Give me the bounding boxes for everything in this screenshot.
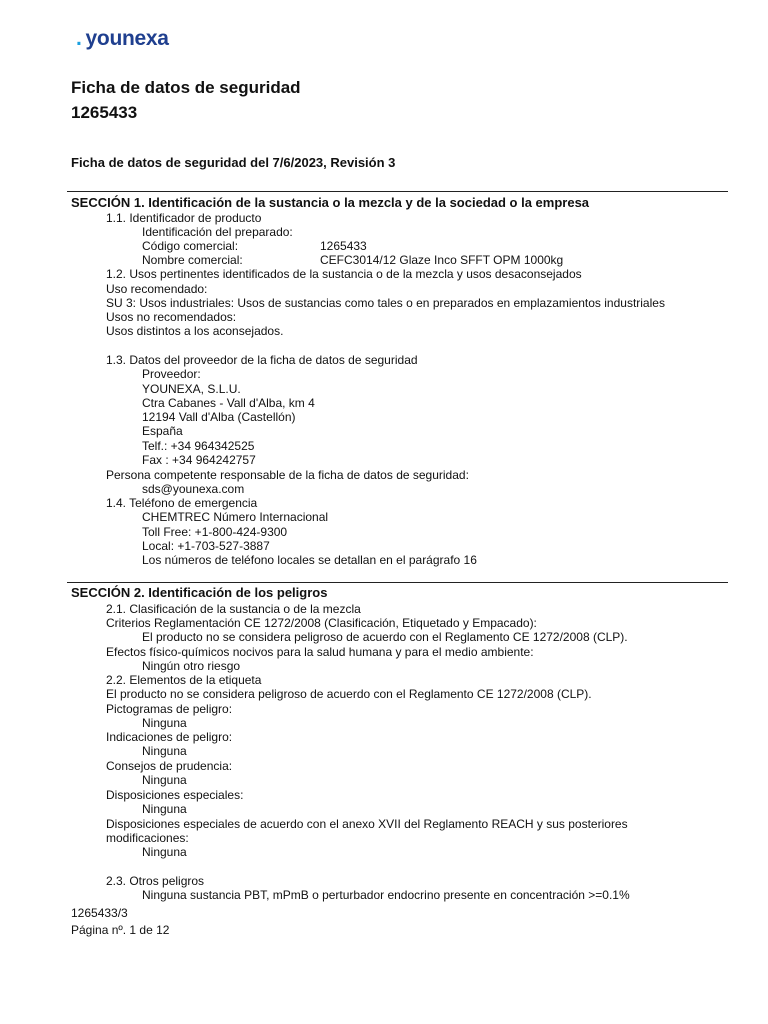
address-line2: 12194 Vall d'Alba (Castellón) <box>142 410 296 424</box>
indicaciones-value: Ninguna <box>142 744 187 758</box>
s1-2-heading: 1.2. Usos pertinentes identificados de la sustancia o de la mezcla y usos desaconsejados <box>106 267 582 281</box>
pictogramas-label: Pictogramas de peligro: <box>106 702 233 716</box>
prep-label: Identificación del preparado: <box>142 225 293 239</box>
phone: Telf.: +34 964342525 <box>142 439 255 453</box>
name-label: Nombre comercial: <box>142 253 243 267</box>
s2-3-heading: 2.3. Otros peligros <box>106 874 205 888</box>
section2-divider <box>67 582 728 583</box>
address-line1: Ctra Cabanes - Vall d'Alba, km 4 <box>142 396 315 410</box>
persona-responsable: Persona competente responsable de la ficha de datos de seguridad: <box>106 468 469 482</box>
local-phone: Local: +1-703-527-3887 <box>142 539 270 553</box>
s2-2-heading: 2.2. Elementos de la etiqueta <box>106 673 262 687</box>
disp-anexo-value: Ninguna <box>142 845 187 859</box>
proveedor-label: Proveedor: <box>142 367 201 381</box>
footer-page-number: Página nº. 1 de 12 <box>71 923 170 937</box>
code-label: Código comercial: <box>142 239 239 253</box>
logo-text: younexa <box>85 27 169 50</box>
indicaciones-label: Indicaciones de peligro: <box>106 730 233 744</box>
ningun-riesgo: Ningún otro riesgo <box>142 659 241 673</box>
document-subtitle: Ficha de datos de seguridad del 7/6/2023, Revisión 3 <box>71 155 396 170</box>
chemtrec: CHEMTREC Número Internacional <box>142 510 329 524</box>
document-title: Ficha de datos de seguridad <box>71 78 301 97</box>
pictogramas-value: Ninguna <box>142 716 187 730</box>
disp-anexo-line2: modificaciones: <box>106 831 189 845</box>
section1-heading: SECCIÓN 1. Identificación de la sustancia o la mezcla y de la sociedad o la empresa <box>71 195 590 210</box>
fax: Fax : +34 964242757 <box>142 453 256 467</box>
locales-note: Los números de teléfono locales se detallan en el parágrafo 16 <box>142 553 477 567</box>
company-logo <box>76 27 169 51</box>
criterios: Criterios Reglamentación CE 1272/2008 (Clasificación, Etiquetado y Empacado): <box>106 616 537 630</box>
uso-recomendado: Uso recomendado: <box>106 282 208 296</box>
logo-dot: . <box>76 27 82 50</box>
usos-distintos: Usos distintos a los aconsejados. <box>106 324 284 338</box>
company-name: YOUNEXA, S.L.U. <box>142 382 241 396</box>
toll-free: Toll Free: +1-800-424-9300 <box>142 525 288 539</box>
consejos-value: Ninguna <box>142 773 187 787</box>
consejos-label: Consejos de prudencia: <box>106 759 233 773</box>
s1-1-heading: 1.1. Identificador de producto <box>106 211 262 225</box>
s1-4-heading: 1.4. Teléfono de emergencia <box>106 496 258 510</box>
no-peligroso-2: El producto no se considera peligroso de acuerdo con el Reglamento CE 1272/2008 (CLP). <box>106 687 592 701</box>
country: España <box>142 424 183 438</box>
name-value: CEFC3014/12 Glaze Inco SFFT OPM 1000kg <box>320 253 564 267</box>
usos-no-recomendados: Usos no recomendados: <box>106 310 237 324</box>
footer-doc-ref: 1265433/3 <box>71 906 128 920</box>
efectos: Efectos físico-químicos nocivos para la salud humana y para el medio ambiente: <box>106 645 534 659</box>
no-peligroso: El producto no se considera peligroso de acuerdo con el Reglamento CE 1272/2008 (CLP). <box>142 630 628 644</box>
disposiciones-label: Disposiciones especiales: <box>106 788 244 802</box>
section2-heading: SECCIÓN 2. Identificación de los peligros <box>71 585 328 600</box>
disp-anexo-line1: Disposiciones especiales de acuerdo con el anexo XVII del Reglamento REACH y sus posteriores <box>106 817 628 831</box>
contact-email[interactable]: sds@younexa.com <box>142 482 245 496</box>
s2-1-heading: 2.1. Clasificación de la sustancia o de la mezcla <box>106 602 361 616</box>
document-number: 1265433 <box>71 103 138 122</box>
section1-divider <box>67 191 728 192</box>
pbt-statement: Ninguna sustancia PBT, mPmB o perturbador endocrino presente en concentración >=0.1% <box>142 888 630 902</box>
su3-text: SU 3: Usos industriales: Usos de sustancias como tales o en preparados en emplazamientos industriales <box>106 296 665 310</box>
s1-3-heading: 1.3. Datos del proveedor de la ficha de datos de seguridad <box>106 353 418 367</box>
code-value: 1265433 <box>320 239 367 253</box>
disposiciones-value: Ninguna <box>142 802 187 816</box>
